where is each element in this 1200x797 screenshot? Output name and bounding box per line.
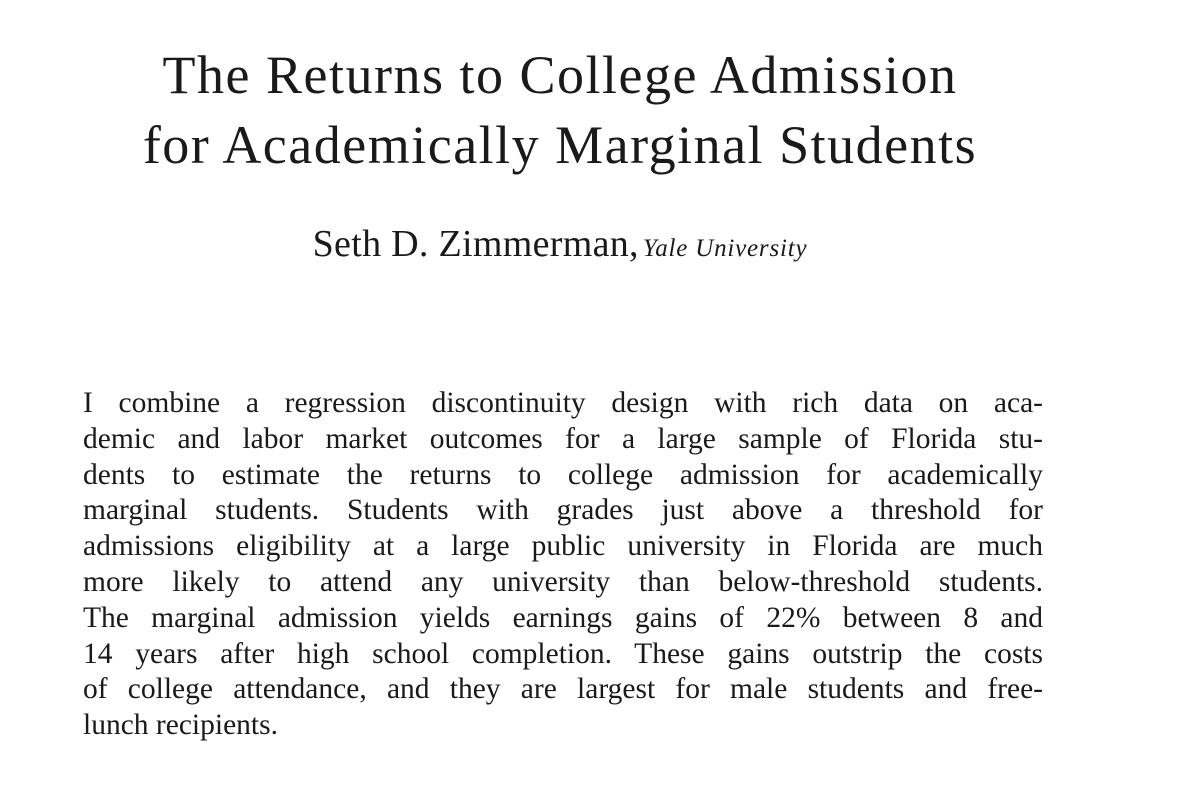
title-line-2: for Academically Marginal Students bbox=[142, 115, 978, 175]
abstract-line: of college attendance, and they are largest for male students and free- bbox=[83, 673, 1043, 706]
abstract-line: lunch recipients. bbox=[83, 709, 278, 742]
author-affiliation: Yale University bbox=[642, 235, 808, 262]
abstract-line: 14 years after high school completion. These gains outstrip the costs bbox=[83, 637, 1043, 670]
abstract-line: marginal students. Students with grades just above a threshold for bbox=[83, 494, 1043, 527]
title-line-1: The Returns to College Admission bbox=[162, 45, 958, 105]
abstract-line: dents to estimate the returns to college admission for academically bbox=[83, 458, 1043, 491]
author-name: Seth D. Zimmerman, bbox=[312, 223, 639, 265]
abstract-line: demic and labor market outcomes for a large sample of Florida stu- bbox=[83, 422, 1043, 455]
abstract bbox=[83, 386, 1043, 744]
abstract-line: I combine a regression discontinuity design with rich data on aca- bbox=[83, 387, 1043, 419]
abstract-line: more likely to attend any university than below-threshold students. bbox=[83, 565, 1043, 598]
abstract-line: The marginal admission yields earnings gains of 22% between 8 and bbox=[83, 601, 1043, 634]
abstract-line: admissions eligibility at a large public university in Florida are much bbox=[83, 530, 1043, 563]
byline bbox=[0, 222, 1120, 266]
paper-title bbox=[0, 40, 1120, 180]
